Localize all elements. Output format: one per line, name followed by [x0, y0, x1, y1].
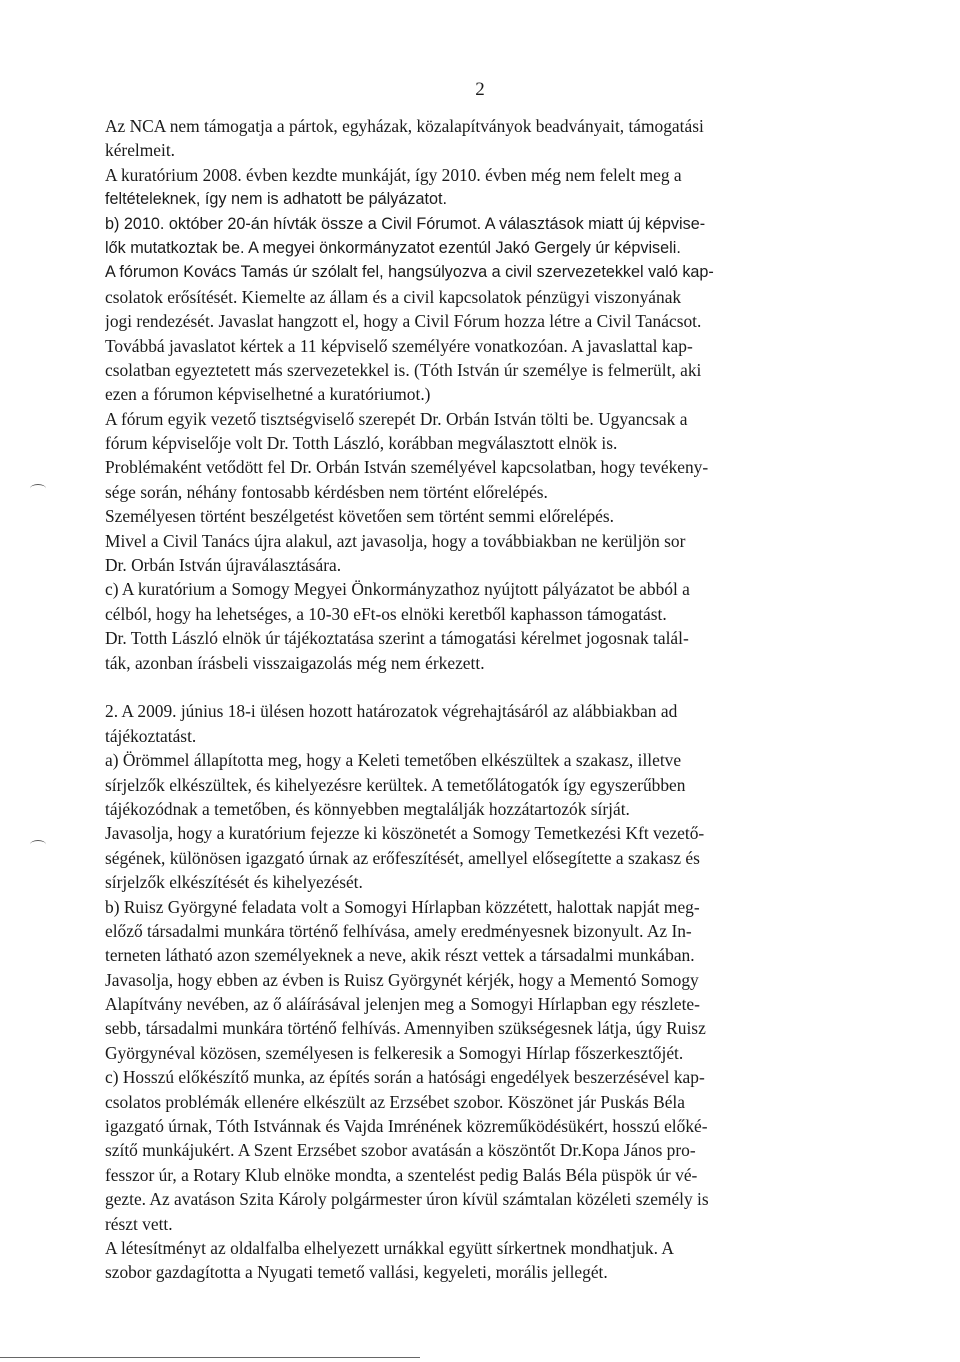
text-line: jogi rendezését. Javaslat hangzott el, hogy a Civil Fórum hozza létre a Civil Tanácsot. [105, 311, 702, 332]
text-line: gezte. Az avatáson Szita Károly polgármester úron kívül számtalan közéleti személy is [105, 1189, 709, 1210]
text-line: ták, azonban írásbeli visszaigazolás még nem érkezett. [105, 652, 485, 673]
text-line: fesszor úr, a Rotary Klub elnöke mondta, a szentelést pedig Balás Béla püspök úr vé- [105, 1164, 698, 1185]
text-line: csolatok erősítését. Kiemelte az állam és a civil kapcsolatok pénzügyi viszonyának [105, 286, 682, 307]
text-line: sége során, néhány fontosabb kérdésben nem történt előrelépés. [105, 481, 548, 502]
text-line: csolatos problémák ellenére elkészült az Erzsébet szobor. Köszönet jár Puskás Béla [105, 1091, 685, 1112]
text-line: szítő munkájukért. A Szent Erzsébet szobor avatásán a köszöntőt Dr.Kopa János pro- [105, 1140, 696, 1161]
text-line: Alapítvány nevében, az ő aláírásával jelenjen meg a Somogyi Hírlapban egy részlete- [105, 994, 700, 1015]
text-line: sírjelzők elkészítését és kihelyezését. [105, 872, 363, 893]
text-line: Az NCA nem támogatja a pártok, egyházak, közalapítványok beadványait, támogatási [105, 116, 704, 136]
text-line: célból, hogy ha lehetséges, a 10-30 eFt-os elnöki keretből kaphasson támogatást. [105, 603, 667, 624]
text-line [105, 1285, 837, 1309]
text-line: ezen a fórumon képviselhetné a kuratóriumot.) [105, 384, 431, 405]
text-line: c) Hosszú előkészítő munka, az építés során a hatósági engedélyek beszerzésével kap- [105, 1067, 705, 1088]
punch-mark-lower [30, 840, 46, 849]
text-line: Györgynéval közösen, személyesen is felkeresik a Somogyi Hírlap főszerkesztőjét. [105, 1042, 684, 1063]
text-line: Javasolja, hogy ebben az évben is Ruisz Györgynét kérjék, hogy a Mementó Somogy [105, 969, 699, 990]
text-line: részt vett. [105, 1213, 173, 1234]
text-line: Személyesen történt beszélgetést követően sem történt semmi előrelépés. [105, 506, 614, 527]
scan-edge-line [0, 1357, 420, 1358]
text-line: kérelmeit. [105, 140, 176, 161]
text-line: 2. A 2009. június 18-i ülésen hozott határozatok végrehajtásáról az alábbiakban ad [105, 701, 678, 722]
text-line: A fórumon Kovács Tamás úr szólalt fel, hangsúlyozva a civil szervezetekkel való kap- [105, 263, 714, 282]
text-line: Mivel a Civil Tanács újra alakul, azt javasolja, hogy a továbbiakban ne kerüljön sor [105, 530, 686, 551]
punch-mark-upper [30, 484, 46, 493]
text-line: Problémaként vetődött fel Dr. Orbán István személyével kapcsolatban, hogy tevékeny- [105, 457, 709, 478]
text-line: b) Ruisz Györgyné feladata volt a Somogyi Hírlapban közzétett, halottak napját meg- [105, 896, 700, 917]
text-line: Dr. Totth László elnök úr tájékoztatása szerint a támogatási kérelmet jogosnak talál- [105, 628, 689, 649]
text-line: igazgató úrnak, Tóth Istvánnak és Vajda Imrénének közreműködésükért, hosszú előké- [105, 1116, 708, 1137]
text-line: ségének, különösen igazgató úrnak az erőfeszítését, amellyel elősegítette a szakasz és [105, 847, 700, 868]
document-body [105, 114, 837, 1309]
text-line: sebb, társadalmi munkára történő felhívás. Amennyiben szükségesnek látja, úgy Ruisz [105, 1018, 706, 1039]
text-line: b) 2010. október 20-án hívták össze a Civil Fórumot. A választások miatt új képvise- [105, 214, 706, 233]
text-line: Továbbá javaslatot kértek a 11 képviselő személyére vonatkozóan. A javaslattal kap- [105, 335, 693, 356]
text-line: feltételeknek, így nem is adhatott be pályázatot. [105, 190, 447, 209]
text-line: előző társadalmi munkára történő felhívása, amely eredményesnek bizonyult. Az In- [105, 920, 692, 941]
text-line: csolatban egyeztetett más szervezetekkel is. (Tóth István úr személye is felmerült, aki [105, 359, 702, 380]
text-line: terneten látható azon személyeknek a neve, akik részt vettek a társadalmi munkában. [105, 945, 695, 966]
text-line: lők mutatkoztak be. A megyei önkormányzatot ezentúl Jakó Gergely úr képviseli. [105, 238, 681, 257]
page-number: 2 [475, 79, 485, 100]
text-line: a) Örömmel állapította meg, hogy a Keleti temetőben elkészültek a szakasz, illetve [105, 750, 682, 771]
text-line: c) A kuratórium a Somogy Megyei Önkormányzathoz nyújtott pályázatot be abból a [105, 579, 690, 600]
text-line: A kuratórium 2008. évben kezdte munkáját, így 2010. évben még nem felelt meg a [105, 164, 682, 185]
text-line: tájékozódnak a temetőben, és könnyebben megtalálják hozzátartozók sírját. [105, 798, 630, 819]
text-line: A létesítményt az oldalfalba elhelyezett urnákkal együtt sírkertnek mondhatjuk. A [105, 1237, 674, 1258]
text-line: A fórum egyik vezető tisztségviselő szerepét Dr. Orbán István tölti be. Ugyancsak a [105, 408, 688, 429]
text-line: sírjelzők elkészültek, és kihelyezésre kerültek. A temetőlátogatók így egyszerűbben [105, 774, 686, 795]
text-line: fórum képviselője volt Dr. Totth László, korábban megválasztott elnök is. [105, 433, 618, 454]
paragraph-gap [105, 675, 837, 699]
text-line: tájékoztatást. [105, 725, 197, 746]
text-line: szobor gazdagította a Nyugati temető vallási, kegyeleti, morális jellegét. [105, 1262, 608, 1283]
text-line: Dr. Orbán István újraválasztására. [105, 555, 342, 576]
text-line: Javasolja, hogy a kuratórium fejezze ki köszönetét a Somogy Temetkezési Kft vezető- [105, 823, 705, 844]
